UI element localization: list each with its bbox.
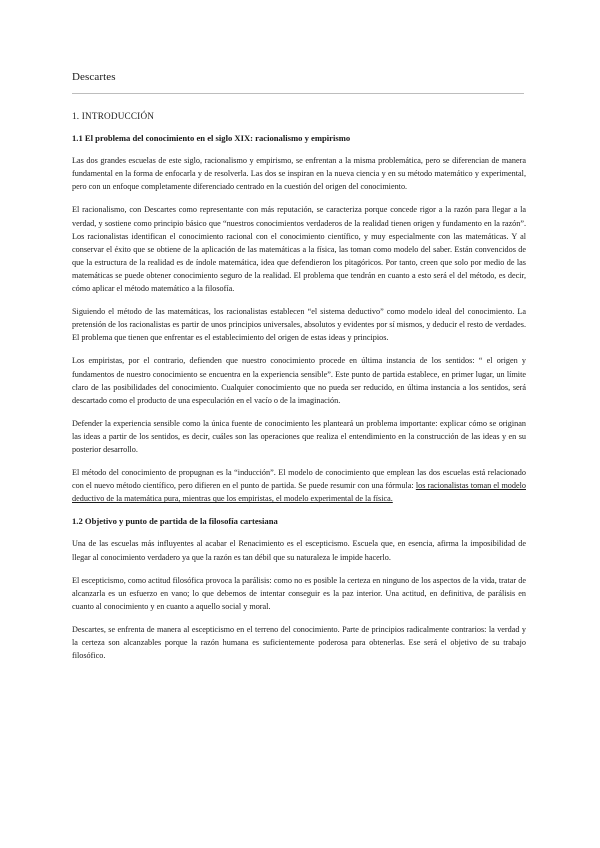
paragraph: El racionalismo, con Descartes como representante con más reputación, se caracteriza porque concede rigor a la razón para llegar a la verdad, y sostiene como principio básico que “nuestros conocimientos verdaderos de la realidad tienen origen y fundamento en la razón”. Los racionalistas identifican el conocimiento racional con el conocimiento científico, y muy especialmente con las matemáticas. Y al conservar el éxito que se obtiene de la aplicación de las matemáticas a la física, las toman como modelo del saber. Están convencidos de que la estructura de la realidad es de índole matemática, idea que defendieron los pitagóricos. Por tanto, creen que solo por medio de las matemáticas se puede obtener conocimiento seguro de la realidad. El problema que tendrán en cuanto a esto será el del método, es decir, cómo aplicar el método matemático a la filosofía. <box>72 205 526 294</box>
paragraph: Las dos grandes escuelas de este siglo, racionalismo y empirismo, se enfrentan a la misma problemática, pero se diferencian de manera fundamental en la forma de enfocarla y de resolverla. Las dos se inspiran en la nueva ciencia y en su método matemático y experimental, pero con un enfoque completamente diferenciado centrado en la cuestión del origen del conocimiento. <box>72 156 526 192</box>
subsection-heading-2: 1.2 Objetivo y punto de partida de la filosofía cartesiana <box>72 516 278 527</box>
paragraph: Los empiristas, por el contrario, defienden que nuestro conocimiento procede en última instancia de los sentidos: “ el origen y fundamentos de nuestro conocimiento se encuentra en la experiencia sensible”. Este punto de partida establece, en primer lugar, un límite claro de las posibilidades del conocimiento. Cualquier conocimiento que no pueda ser reducido, en última instancia a los sentidos, será descartado como el producto de una especulación en el vacío o de la imaginación. <box>72 356 526 405</box>
section-heading: 1. INTRODUCCIÓN <box>72 111 155 121</box>
paragraph: Descartes, se enfrenta de manera al escepticismo en el terreno del conocimiento. Parte de principios radicalmente contrarios: la verdad y la certeza son alcanzables porque la razón humana es suficientemente poderosa para obtenerlas. Ese será el objetivo de su trabajo filosófico. <box>72 624 526 661</box>
header-divider <box>72 93 524 94</box>
paragraph: Siguiendo el método de las matemáticas, los racionalistas establecen “el sistema deductivo” como modelo ideal del conocimiento. La pretensión de los racionalistas es partir de unos principios universales, absolutos y evidentes por sí mismos, y deducir el resto de verdades. El problema que tienen que enfrentar es el establecimiento del origen de estas ideas y principios. <box>72 307 526 343</box>
underlined-summary: los racionalistas toman el modelo deductivo de la matemática pura, mientras que los empiristas, el modelo experimental de la física. <box>72 481 526 504</box>
paragraph: Defender la experiencia sensible como la única fuente de conocimiento les planteará un problema importante: explicar cómo se originan las ideas a partir de los sentidos, es decir, cuáles son las operaciones que realiza el entendimiento en la construcción de las ideas y en su posterior desarrollo. <box>72 418 526 454</box>
document-body <box>72 110 526 672</box>
paragraph-method <box>72 466 526 505</box>
paragraph: Una de las escuelas más influyentes al acabar el Renacimiento es el escepticismo. Escuela que, en esencia, afirma la imposibilidad de llegar al conocimiento verdadero ya que la razón es tan débil que su naturaleza le impide hacerlo. <box>72 539 526 562</box>
subsection-heading-1: 1.1 El problema del conocimiento en el siglo XIX: racionalismo y empirismo <box>72 133 351 144</box>
page-header-title: Descartes <box>72 71 116 83</box>
paragraph-text: El método del conocimiento de propugnan es la “inducción”. El modelo de conocimiento que emplean las dos escuelas está relacionado con el nuevo método científico, pero difieren en el punto de partida. Se puede resumir con una fórmula: <box>72 468 526 491</box>
paragraph: El escepticismo, como actitud filosófica provoca la parálisis: como no es posible la certeza en ninguno de los aspectos de la vida, tratar de alcanzarla es un esfuerzo en vano; lo que debemos de intentar conseguir es la paz interior. Una actitud, en definitiva, de parálisis en cuanto al conocimiento y en cuanto a aquello social y moral. <box>72 575 526 611</box>
